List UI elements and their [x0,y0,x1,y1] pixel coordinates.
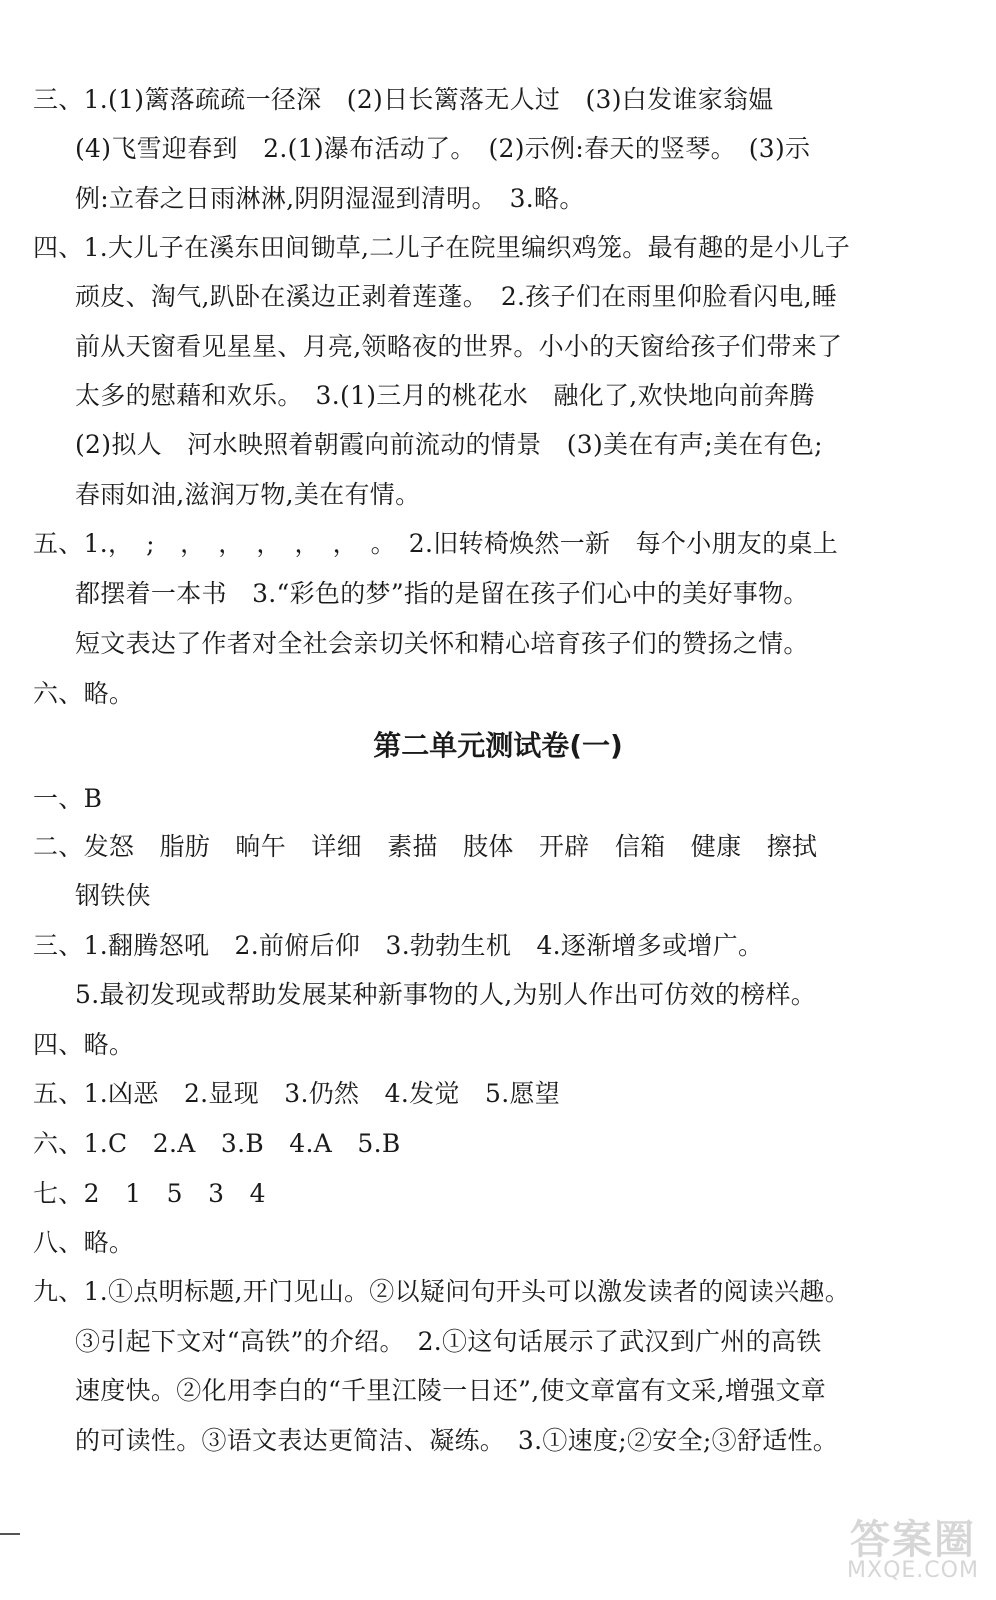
answer-line: 钢铁侠 [75,881,151,910]
answer-line: 六、略。 [33,679,135,708]
unit-test-heading: 第二单元测试卷(一) [373,729,623,762]
answer-line: 七、2 1 5 3 4 [33,1179,266,1208]
answer-line: 前从天窗看见星星、月亮,领略夜的世界。小小的天窗给孩子们带来了 [75,332,843,361]
answer-line: 都摆着一本书 3.“彩色的梦”指的是留在孩子们心中的美好事物。 [75,579,809,608]
answer-line: 四、略。 [33,1030,135,1059]
answer-line: (4)飞雪迎春到 2.(1)瀑布活动了。 (2)示例:春天的竖琴。 (3)示 [75,134,811,163]
answer-line: 二、发怒 脂肪 晌午 详细 素描 肢体 开辟 信箱 健康 擦拭 [33,832,818,861]
answer-line: 的可读性。③语文表达更简洁、凝练。 3.①速度;②安全;③舒适性。 [75,1426,839,1455]
watermark-sub-text: MXQE.COM [847,1558,979,1583]
answer-line: 速度快。②化用李白的“千里江陵一日还”,使文章富有文采,增强文章 [75,1376,827,1405]
answer-line: 八、略。 [33,1228,135,1257]
answer-line: ③引起下文对“高铁”的介绍。 2.①这句话展示了武汉到广州的高铁 [75,1327,822,1356]
answer-line: 六、1.C 2.A 3.B 4.A 5.B [33,1129,401,1158]
answer-line: 一、B [33,784,103,813]
answer-line: (2)拟人 河水映照着朝霞向前流动的情景 (3)美在有声;美在有色; [75,430,823,459]
answer-line: 顽皮、淘气,趴卧在溪边正剥着莲蓬。 2.孩子们在雨里仰脸看闪电,睡 [75,282,838,311]
site-watermark-logo [838,1508,988,1592]
answer-line: 太多的慰藉和欢乐。 3.(1)三月的桃花水 融化了,欢快地向前奔腾 [75,381,815,410]
answer-line: 五、1.， ; ， ， ， ， ， 。 2.旧转椅焕然一新 每个小朋友的桌上 [33,529,839,558]
footer-rule [0,1533,20,1535]
answer-line: 5.最初发现或帮助发展某种新事物的人,为别人作出可仿效的榜样。 [75,980,817,1009]
answer-line: 春雨如油,滋润万物,美在有情。 [75,480,421,509]
answer-line: 短文表达了作者对全社会亲切关怀和精心培育孩子们的赞扬之情。 [75,629,809,658]
answer-line: 九、1.①点明标题,开门见山。②以疑问句开头可以激发读者的阅读兴趣。 [33,1277,851,1306]
answer-line: 三、1.翻腾怒吼 2.前俯后仰 3.勃勃生机 4.逐渐增多或增广。 [33,931,764,960]
answer-line: 四、1.大儿子在溪东田间锄草,二儿子在院里编织鸡笼。最有趣的是小儿子 [33,233,851,262]
answer-line: 三、1.(1)篱落疏疏一径深 (2)日长篱落无人过 (3)白发谁家翁媪 [33,85,774,114]
answer-line: 五、1.凶恶 2.显现 3.仍然 4.发觉 5.愿望 [33,1079,561,1108]
watermark-main-text: 答案圈 [850,1517,976,1563]
answer-line: 例:立春之日雨淋淋,阴阴湿湿到清明。 3.略。 [75,184,585,213]
